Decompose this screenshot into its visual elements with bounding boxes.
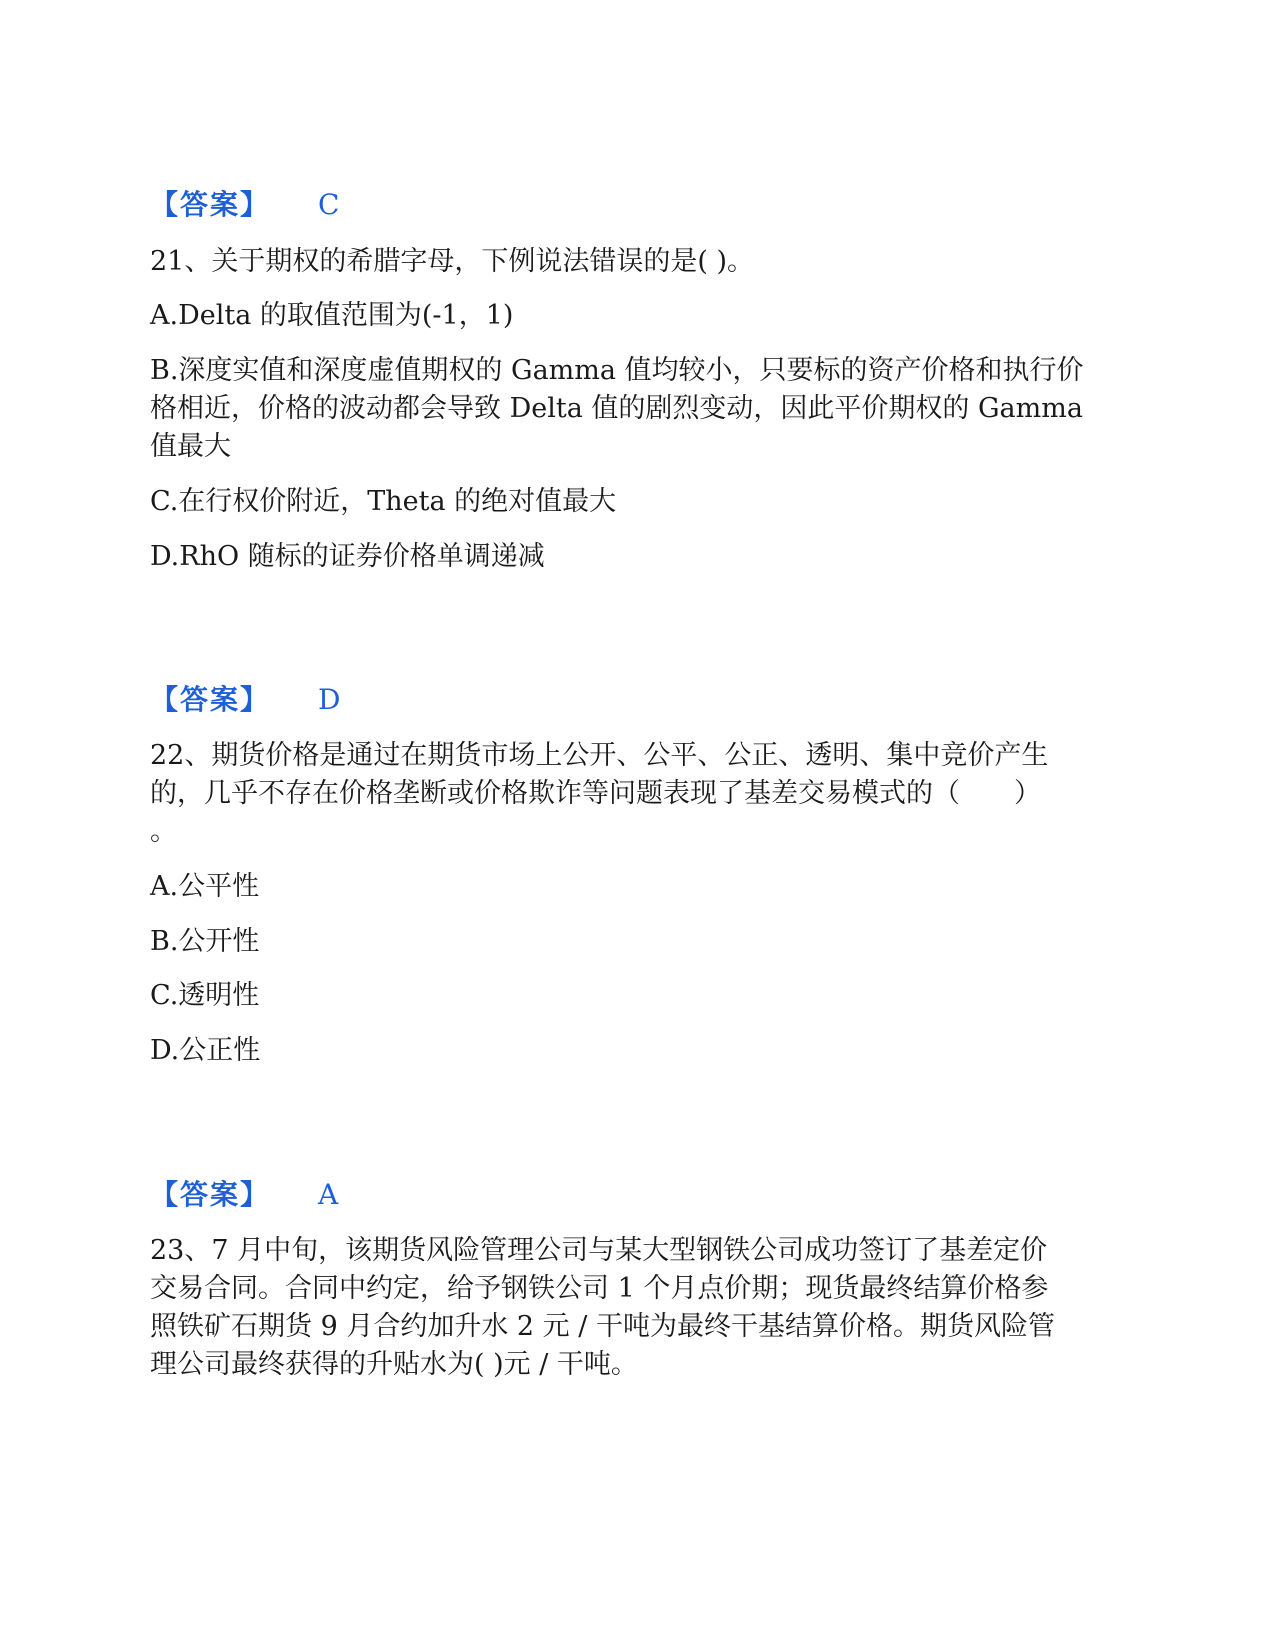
answer-label: 【答案】 <box>150 683 271 716</box>
question-21-option-a: A.Delta 的取值范围为(-1，1) <box>150 300 514 331</box>
answer-label: 【答案】 <box>150 1178 271 1211</box>
answer-label: 【答案】 <box>150 188 271 221</box>
question-22-stem-line1: 22、期货价格是通过在期货市场上公开、公平、公正、透明、集中竞价产生 <box>150 740 1049 771</box>
answer-line-c <box>150 185 339 225</box>
question-22-stem-line3: 。 <box>150 816 177 847</box>
question-21-option-c: C.在行权价附近，Theta 的绝对值最大 <box>150 486 617 517</box>
answer-value: A <box>318 1178 339 1211</box>
question-22-option-d: D.公正性 <box>150 1035 261 1066</box>
question-22-option-b: B.公开性 <box>150 926 260 957</box>
question-23-stem-line2: 交易合同。合同中约定，给予钢铁公司 1 个月点价期；现货最终结算价格参 <box>150 1273 1049 1304</box>
question-21-option-b-line3: 值最大 <box>150 431 231 462</box>
question-22-stem-line2: 的，几乎不存在价格垄断或价格欺诈等问题表现了基差交易模式的（ ） <box>150 778 1041 809</box>
question-23-stem-line1: 23、7 月中旬，该期货风险管理公司与某大型钢铁公司成功签订了基差定价 <box>150 1235 1048 1266</box>
question-21-option-d: D.RhO 随标的证券价格单调递减 <box>150 541 545 572</box>
answer-line-a <box>150 1175 338 1215</box>
answer-line-d <box>150 680 340 720</box>
answer-value: D <box>318 683 341 716</box>
question-21-option-b-line1: B.深度实值和深度虚值期权的 Gamma 值均较小，只要标的资产价格和执行价 <box>150 355 1084 386</box>
question-23-stem-line3: 照铁矿石期货 9 月合约加升水 2 元 / 干吨为最终干基结算价格。期货风险管 <box>150 1311 1055 1342</box>
answer-value: C <box>318 188 340 221</box>
question-22-option-a: A.公平性 <box>150 871 260 902</box>
question-22-option-c: C.透明性 <box>150 980 260 1011</box>
question-21-option-b-line2: 格相近，价格的波动都会导致 Delta 值的剧烈变动，因此平价期权的 Gamma <box>150 393 1083 424</box>
question-23-stem-line4: 理公司最终获得的升贴水为( )元 / 干吨。 <box>150 1349 638 1380</box>
question-21-stem: 21、关于期权的希腊字母，下例说法错误的是( )。 <box>150 246 755 277</box>
